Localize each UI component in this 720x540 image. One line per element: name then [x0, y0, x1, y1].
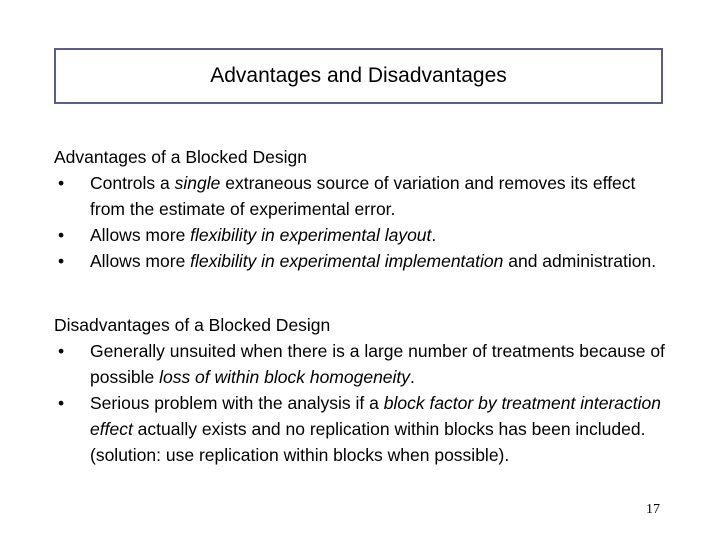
text-run: extraneous source of variation and removes its effect from the estimate of experimental error. [90, 173, 636, 219]
advantages-section [54, 144, 674, 274]
text-run: . [410, 367, 415, 387]
list-item [54, 170, 674, 222]
bullet-text [90, 222, 674, 248]
text-run: . [431, 225, 437, 245]
italic-run: block factor by treatment interaction effect [90, 393, 661, 439]
text-run: Allows more [90, 225, 191, 245]
italic-run: flexibility in experimental implementation [190, 251, 504, 271]
text-run: Serious problem with the analysis if a [90, 393, 384, 413]
list-item [54, 338, 674, 390]
list-item [54, 222, 674, 248]
bullet-icon: • [58, 225, 65, 245]
page-number: 17 [646, 502, 660, 517]
text-run: and administration. [503, 251, 657, 271]
italic-run: loss of within block homogeneity [159, 367, 411, 387]
disadvantages-section [54, 312, 674, 468]
disadvantages-heading: Disadvantages of a Blocked Design [54, 315, 331, 335]
italic-run: single [174, 173, 221, 193]
italic-run: flexibility in experimental layout [190, 225, 432, 245]
bullet-icon: • [58, 393, 65, 413]
bullet-text [90, 390, 674, 468]
title-box [54, 48, 663, 104]
bullet-icon: • [58, 173, 65, 193]
advantages-heading: Advantages of a Blocked Design [54, 147, 307, 167]
text-run: Controls a [90, 173, 175, 193]
bullet-text [90, 170, 674, 222]
text-run: actually exists and no replication within blocks has been included. (solution: use replication within blocks when possible). [90, 419, 646, 465]
text-run: Allows more [90, 251, 191, 271]
bullet-text [90, 338, 674, 390]
bullet-icon: • [58, 341, 65, 361]
bullet-icon: • [58, 251, 65, 271]
list-item [54, 390, 674, 468]
bullet-text [90, 248, 674, 274]
slide-title: Advantages and Disadvantages [210, 64, 507, 87]
text-run: Generally unsuited when there is a large number of treatments because of possible [90, 341, 665, 387]
list-item [54, 248, 674, 274]
